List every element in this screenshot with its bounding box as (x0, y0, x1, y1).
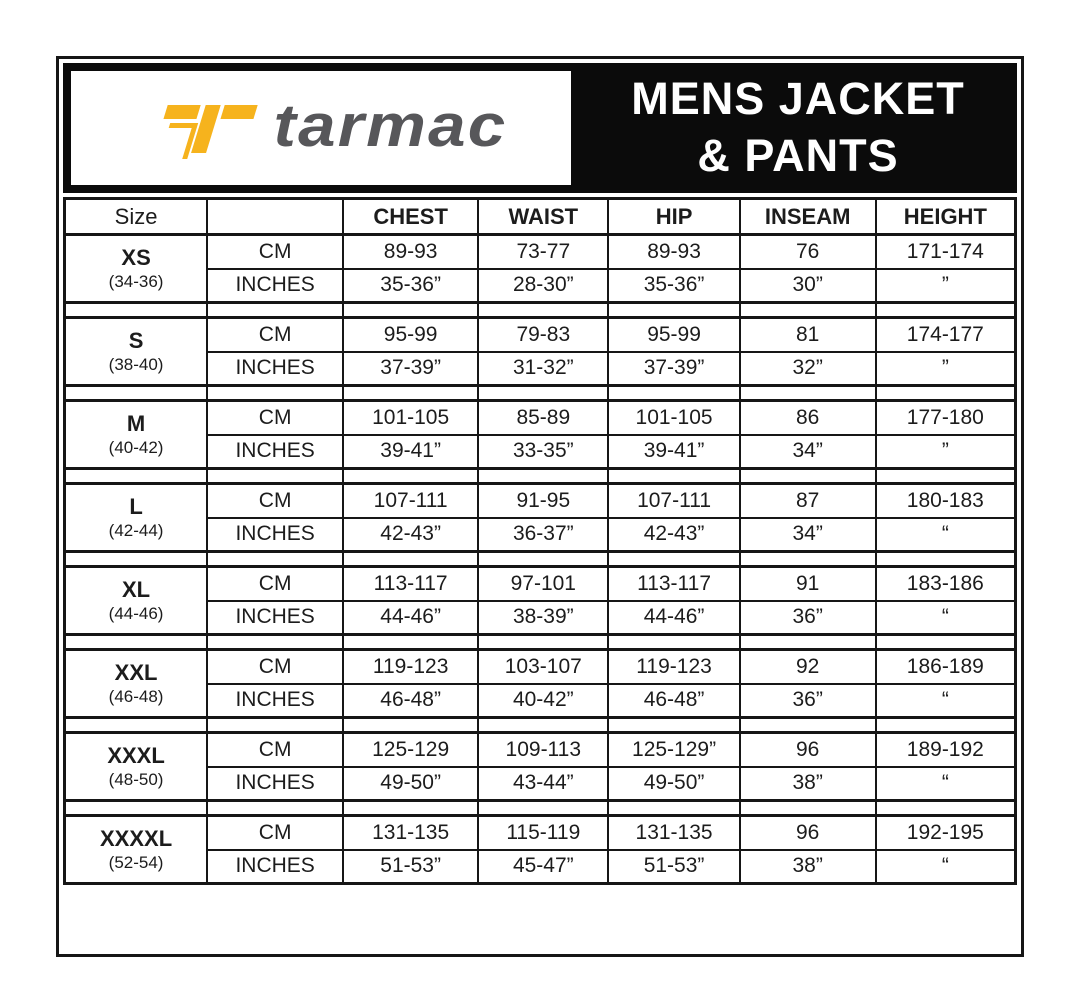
spacer-cell (608, 635, 739, 650)
spacer-cell (740, 303, 876, 318)
spacer-cell (343, 718, 478, 733)
spacer-cell (876, 552, 1016, 567)
unit-label-inches: INCHES (207, 435, 343, 469)
cell-inseam-inches: 34” (740, 518, 876, 552)
spacer-cell (876, 718, 1016, 733)
spacer-cell (608, 469, 739, 484)
unit-label-inches: INCHES (207, 684, 343, 718)
spacer-cell (608, 386, 739, 401)
cell-chest-inches: 44-46” (343, 601, 478, 635)
cell-hip-inches: 44-46” (608, 601, 739, 635)
spacer-cell (740, 718, 876, 733)
cell-waist-inches: 28-30” (478, 269, 608, 303)
unit-label-inches: INCHES (207, 352, 343, 386)
size-cell-xl (65, 567, 208, 635)
spacer-cell (876, 303, 1016, 318)
col-header-height: HEIGHT (876, 199, 1016, 235)
cell-height-cm: 183-186 (876, 567, 1016, 601)
cell-waist-cm: 79-83 (478, 318, 608, 352)
size-range: (44-46) (108, 604, 164, 623)
spacer-cell (478, 801, 608, 816)
size-range: (40-42) (108, 438, 164, 457)
size-cell-m (65, 401, 208, 469)
cell-inseam-cm: 96 (740, 816, 876, 850)
cell-chest-inches: 39-41” (343, 435, 478, 469)
spacer-cell (608, 801, 739, 816)
spacer-cell (207, 635, 343, 650)
spacer-cell (65, 635, 208, 650)
cell-height-inches: ” (876, 269, 1016, 303)
unit-label-inches: INCHES (207, 601, 343, 635)
cell-hip-cm: 125-129” (608, 733, 739, 767)
cell-chest-cm: 125-129 (343, 733, 478, 767)
size-label: L (129, 494, 143, 519)
unit-label-cm: CM (207, 650, 343, 684)
spacer-cell (207, 469, 343, 484)
cell-height-inches: “ (876, 850, 1016, 884)
col-header-inseam: INSEAM (740, 199, 876, 235)
cell-inseam-inches: 38” (740, 850, 876, 884)
spacer-cell (478, 386, 608, 401)
table-header-row (65, 199, 1016, 235)
cell-chest-inches: 49-50” (343, 767, 478, 801)
cell-chest-inches: 42-43” (343, 518, 478, 552)
cell-inseam-cm: 87 (740, 484, 876, 518)
size-label: XXXL (107, 743, 165, 768)
spacer-cell (740, 552, 876, 567)
spacer-cell (65, 552, 208, 567)
size-cell-l (65, 484, 208, 552)
cell-hip-cm: 101-105 (608, 401, 739, 435)
spacer-row (65, 801, 1016, 816)
size-row-inches-xs (65, 269, 1016, 303)
spacer-row (65, 552, 1016, 567)
spacer-cell (343, 635, 478, 650)
spacer-cell (343, 552, 478, 567)
unit-label-cm: CM (207, 484, 343, 518)
cell-inseam-cm: 91 (740, 567, 876, 601)
unit-label-cm: CM (207, 235, 343, 269)
cell-inseam-cm: 86 (740, 401, 876, 435)
col-header-unit (207, 199, 343, 235)
size-row-inches-xxl (65, 684, 1016, 718)
size-table-body (65, 235, 1016, 884)
spacer-cell (343, 386, 478, 401)
spacer-cell (65, 469, 208, 484)
spacer-cell (478, 303, 608, 318)
unit-label-inches: INCHES (207, 850, 343, 884)
cell-height-cm: 177-180 (876, 401, 1016, 435)
cell-chest-inches: 37-39” (343, 352, 478, 386)
tarmac-striped-t-icon (148, 91, 266, 165)
spacer-cell (876, 469, 1016, 484)
spacer-cell (740, 635, 876, 650)
cell-chest-cm: 95-99 (343, 318, 478, 352)
size-row-cm-xs (65, 235, 1016, 269)
size-range: (46-48) (108, 687, 164, 706)
cell-chest-cm: 101-105 (343, 401, 478, 435)
spacer-cell (876, 635, 1016, 650)
spacer-cell (608, 303, 739, 318)
spacer-cell (740, 386, 876, 401)
cell-hip-inches: 42-43” (608, 518, 739, 552)
col-header-waist: WAIST (478, 199, 608, 235)
size-row-cm-xxxl (65, 733, 1016, 767)
size-cell-xxxxl (65, 816, 208, 884)
size-cell-xxl (65, 650, 208, 718)
size-label: XL (122, 577, 151, 602)
size-label: M (126, 411, 146, 436)
unit-label-inches: INCHES (207, 269, 343, 303)
cell-waist-inches: 43-44” (478, 767, 608, 801)
size-row-cm-s (65, 318, 1016, 352)
cell-hip-inches: 37-39” (608, 352, 739, 386)
size-range: (48-50) (108, 770, 164, 789)
size-table (63, 197, 1017, 885)
spacer-cell (478, 718, 608, 733)
cell-height-cm: 186-189 (876, 650, 1016, 684)
cell-inseam-inches: 36” (740, 601, 876, 635)
cell-inseam-inches: 34” (740, 435, 876, 469)
cell-chest-cm: 131-135 (343, 816, 478, 850)
spacer-cell (608, 552, 739, 567)
col-header-size: Size (65, 199, 208, 235)
cell-chest-inches: 51-53” (343, 850, 478, 884)
unit-label-cm: CM (207, 567, 343, 601)
size-label: XXXXL (100, 826, 173, 851)
cell-inseam-inches: 38” (740, 767, 876, 801)
cell-inseam-cm: 92 (740, 650, 876, 684)
cell-inseam-inches: 32” (740, 352, 876, 386)
cell-waist-cm: 73-77 (478, 235, 608, 269)
cell-waist-inches: 40-42” (478, 684, 608, 718)
spacer-cell (207, 718, 343, 733)
spacer-cell (478, 552, 608, 567)
cell-waist-cm: 109-113 (478, 733, 608, 767)
cell-chest-cm: 113-117 (343, 567, 478, 601)
cell-height-inches: ” (876, 435, 1016, 469)
brand-logo (71, 71, 571, 185)
cell-height-cm: 192-195 (876, 816, 1016, 850)
title-line-1: MENS JACKET (631, 73, 965, 125)
size-cell-xs (65, 235, 208, 303)
spacer-cell (740, 469, 876, 484)
cell-hip-cm: 119-123 (608, 650, 739, 684)
spacer-cell (478, 635, 608, 650)
cell-chest-cm: 89-93 (343, 235, 478, 269)
cell-waist-cm: 103-107 (478, 650, 608, 684)
size-row-inches-xl (65, 601, 1016, 635)
spacer-cell (876, 386, 1016, 401)
spacer-cell (65, 801, 208, 816)
spacer-row (65, 718, 1016, 733)
size-label: XS (121, 245, 151, 270)
size-row-inches-s (65, 352, 1016, 386)
size-row-cm-xxl (65, 650, 1016, 684)
unit-label-cm: CM (207, 318, 343, 352)
spacer-cell (65, 386, 208, 401)
unit-label-cm: CM (207, 401, 343, 435)
cell-hip-cm: 95-99 (608, 318, 739, 352)
size-chart-frame (56, 56, 1024, 957)
cell-hip-inches: 46-48” (608, 684, 739, 718)
cell-chest-cm: 107-111 (343, 484, 478, 518)
col-header-chest: CHEST (343, 199, 478, 235)
spacer-cell (65, 718, 208, 733)
header-band (63, 63, 1017, 193)
cell-hip-cm: 107-111 (608, 484, 739, 518)
cell-height-inches: ” (876, 352, 1016, 386)
cell-inseam-inches: 36” (740, 684, 876, 718)
cell-waist-cm: 91-95 (478, 484, 608, 518)
size-row-cm-xl (65, 567, 1016, 601)
cell-height-inches: “ (876, 767, 1016, 801)
spacer-cell (343, 469, 478, 484)
cell-height-cm: 189-192 (876, 733, 1016, 767)
cell-height-inches: “ (876, 684, 1016, 718)
cell-waist-inches: 45-47” (478, 850, 608, 884)
spacer-cell (740, 801, 876, 816)
size-row-cm-m (65, 401, 1016, 435)
cell-height-cm: 171-174 (876, 235, 1016, 269)
spacer-row (65, 635, 1016, 650)
cell-waist-inches: 33-35” (478, 435, 608, 469)
spacer-cell (478, 469, 608, 484)
size-row-inches-xxxl (65, 767, 1016, 801)
unit-label-cm: CM (207, 733, 343, 767)
cell-waist-cm: 85-89 (478, 401, 608, 435)
cell-hip-inches: 35-36” (608, 269, 739, 303)
spacer-cell (343, 801, 478, 816)
spacer-cell (343, 303, 478, 318)
cell-inseam-cm: 76 (740, 235, 876, 269)
size-row-inches-l (65, 518, 1016, 552)
unit-label-inches: INCHES (207, 518, 343, 552)
cell-chest-inches: 46-48” (343, 684, 478, 718)
cell-hip-cm: 131-135 (608, 816, 739, 850)
cell-inseam-inches: 30” (740, 269, 876, 303)
cell-waist-cm: 97-101 (478, 567, 608, 601)
size-range: (52-54) (108, 853, 164, 872)
cell-hip-inches: 51-53” (608, 850, 739, 884)
cell-chest-cm: 119-123 (343, 650, 478, 684)
spacer-cell (207, 386, 343, 401)
cell-inseam-cm: 96 (740, 733, 876, 767)
size-range: (42-44) (108, 521, 164, 540)
size-label: S (128, 328, 144, 353)
cell-chest-inches: 35-36” (343, 269, 478, 303)
title-line-2: & PANTS (697, 130, 899, 181)
cell-hip-cm: 89-93 (608, 235, 739, 269)
cell-waist-inches: 31-32” (478, 352, 608, 386)
spacer-cell (65, 303, 208, 318)
cell-waist-inches: 38-39” (478, 601, 608, 635)
cell-height-inches: “ (876, 518, 1016, 552)
brand-wordmark: tarmac (273, 91, 507, 159)
cell-inseam-cm: 81 (740, 318, 876, 352)
size-cell-xxxl (65, 733, 208, 801)
size-row-cm-xxxxl (65, 816, 1016, 850)
col-header-hip: HIP (608, 199, 739, 235)
size-row-inches-m (65, 435, 1016, 469)
size-range: (34-36) (108, 272, 164, 291)
cell-hip-inches: 49-50” (608, 767, 739, 801)
cell-height-cm: 180-183 (876, 484, 1016, 518)
chart-title (579, 63, 1017, 193)
size-cell-s (65, 318, 208, 386)
unit-label-inches: INCHES (207, 767, 343, 801)
size-label: XXL (114, 660, 158, 685)
spacer-cell (608, 718, 739, 733)
unit-label-cm: CM (207, 816, 343, 850)
spacer-cell (876, 801, 1016, 816)
cell-waist-inches: 36-37” (478, 518, 608, 552)
spacer-cell (207, 801, 343, 816)
size-row-inches-xxxxl (65, 850, 1016, 884)
spacer-row (65, 469, 1016, 484)
spacer-row (65, 386, 1016, 401)
spacer-cell (207, 303, 343, 318)
cell-hip-inches: 39-41” (608, 435, 739, 469)
spacer-row (65, 303, 1016, 318)
cell-height-cm: 174-177 (876, 318, 1016, 352)
size-range: (38-40) (108, 355, 164, 374)
cell-waist-cm: 115-119 (478, 816, 608, 850)
cell-height-inches: “ (876, 601, 1016, 635)
size-row-cm-l (65, 484, 1016, 518)
spacer-cell (207, 552, 343, 567)
cell-hip-cm: 113-117 (608, 567, 739, 601)
